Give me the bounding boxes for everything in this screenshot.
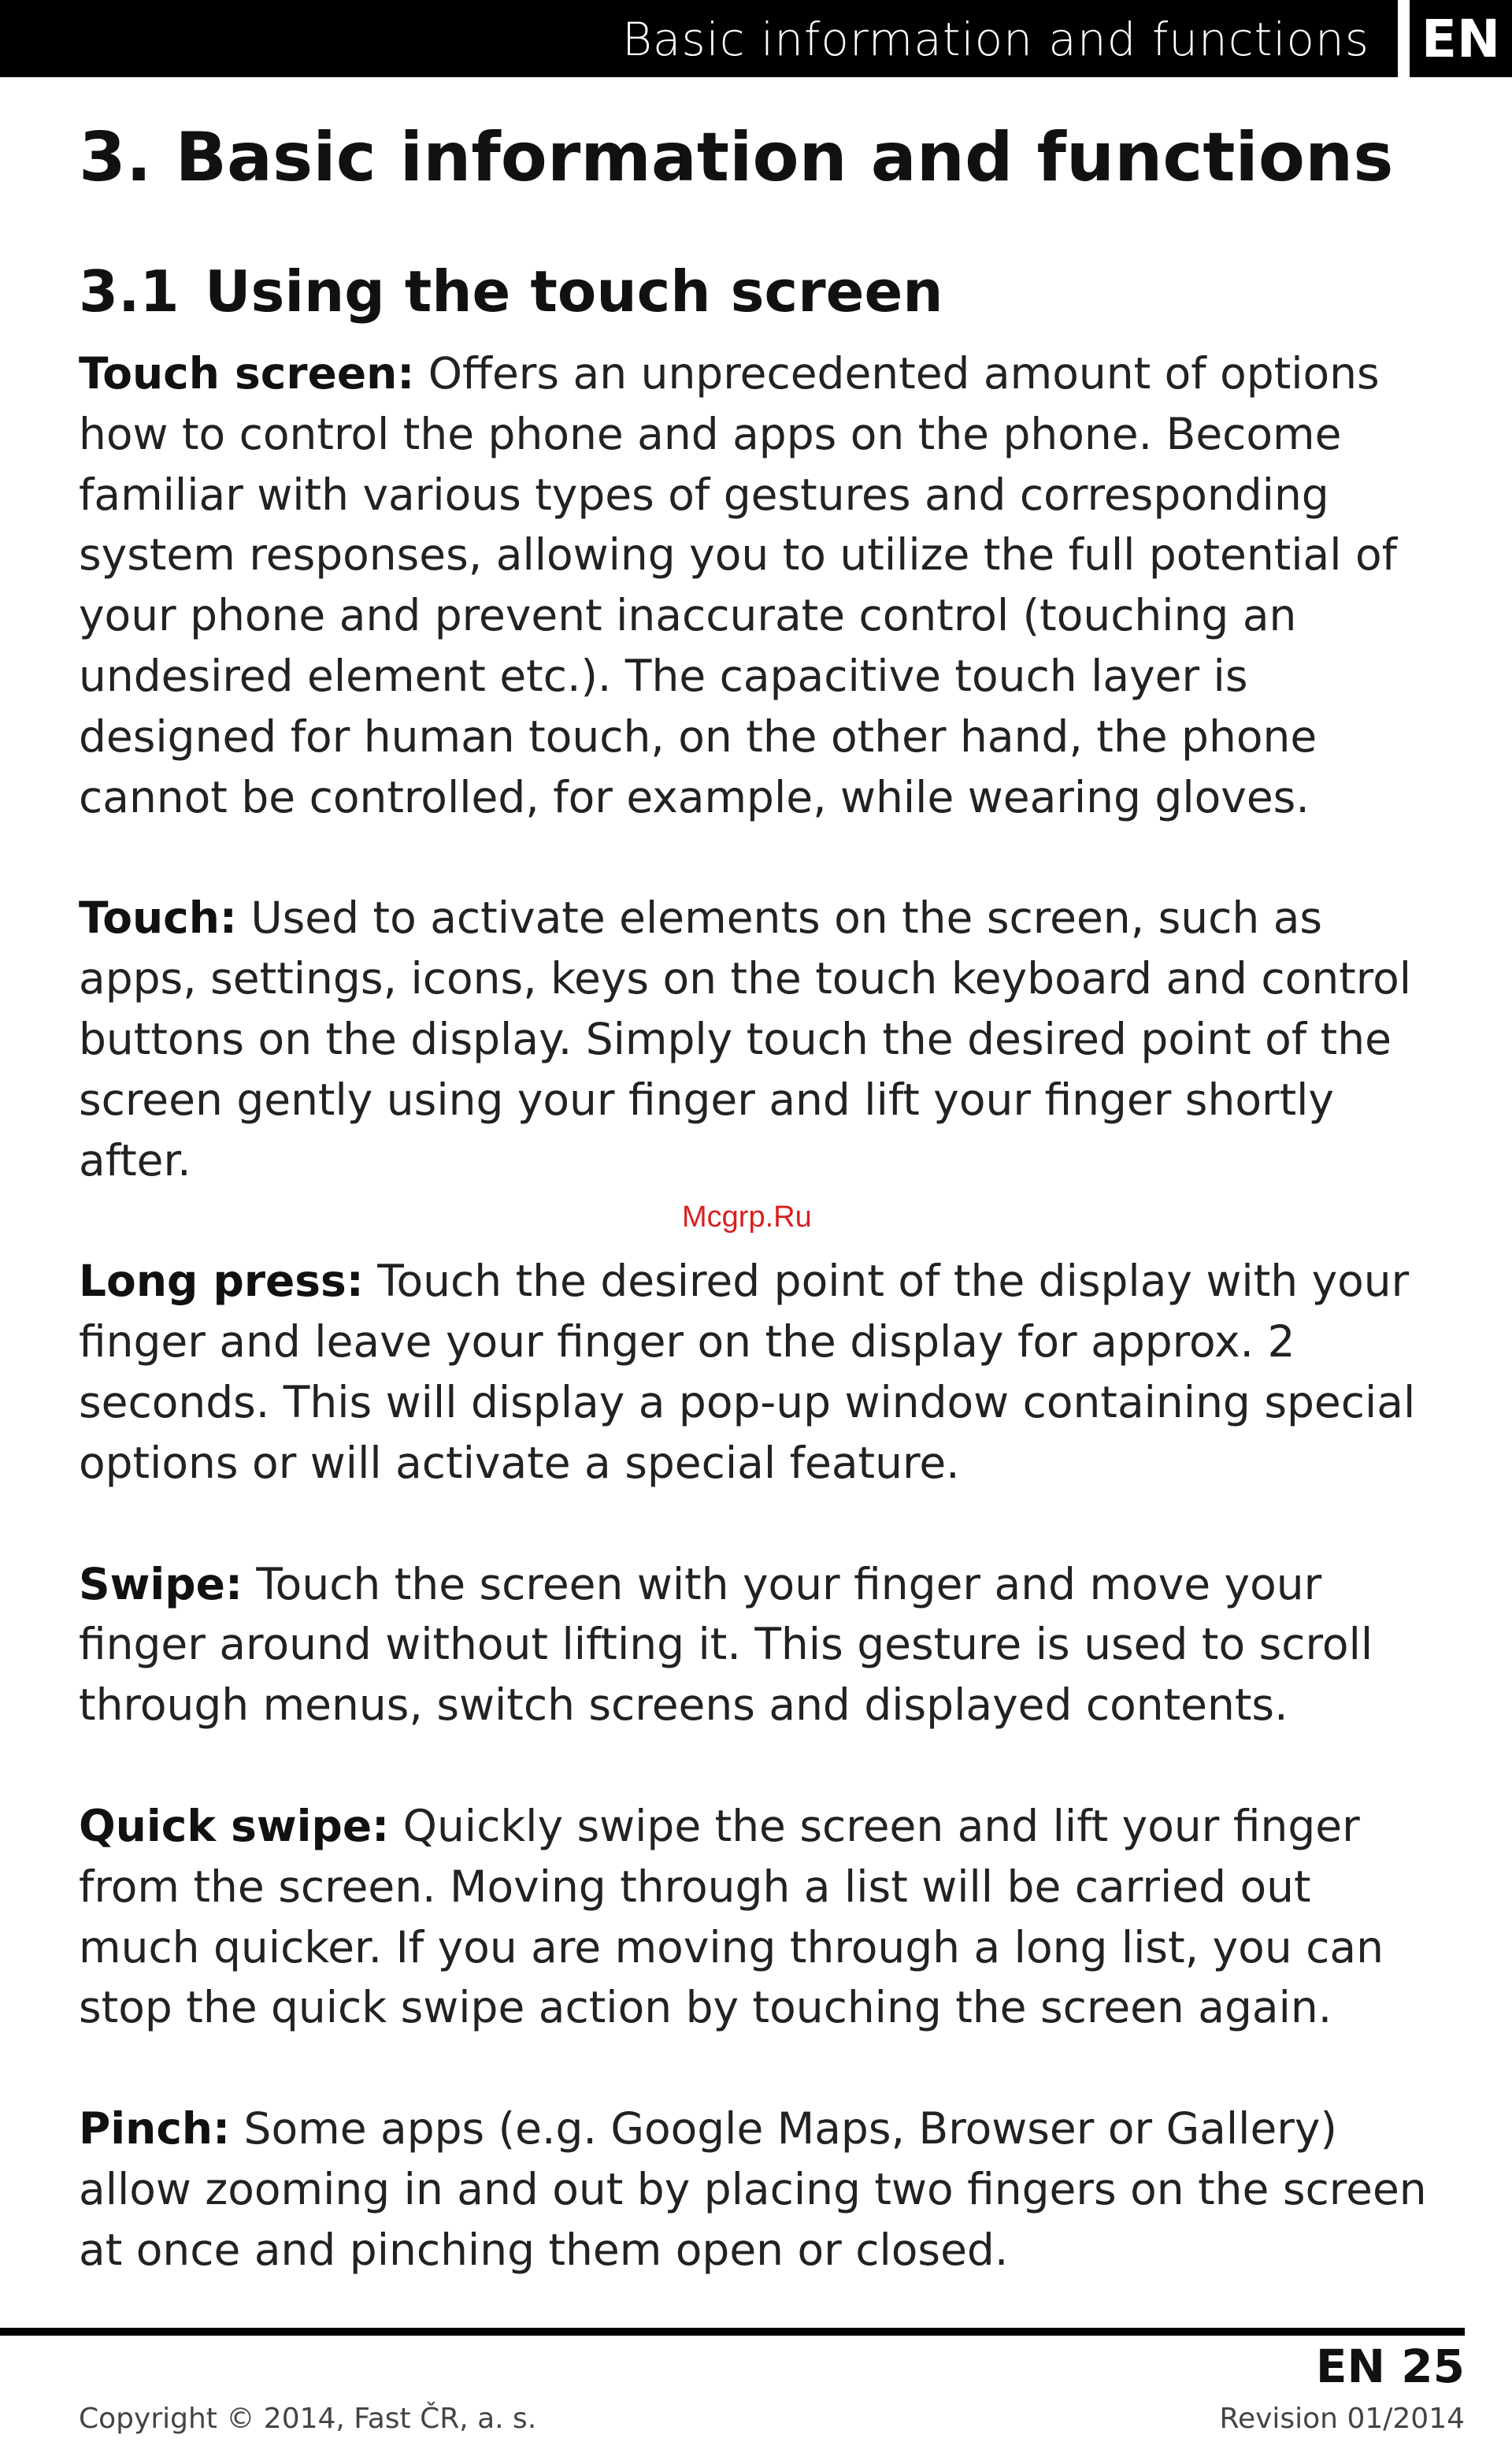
revision-text: Revision 01/2014: [1219, 2403, 1465, 2435]
paragraph-swipe: [79, 1554, 1433, 1735]
header-bar: [0, 0, 1398, 77]
definition-touch: Used to activate elements on the screen, such as apps, settings, icons, keys on the touch keyboard and control buttons on the display. Simply touch the desired point of the screen gently using your finger and lift your finger shortly after.: [79, 893, 1412, 1186]
section-heading: [79, 252, 943, 331]
copyright-text: Copyright © 2014, Fast ČR, a. s.: [79, 2403, 537, 2435]
section-number: 3.1: [79, 258, 180, 325]
definition-swipe: Touch the screen with your finger and move your finger around without lifting it. This gesture is used to scroll through menus, switch screens and displayed contents.: [79, 1558, 1373, 1731]
footer-rule: [0, 2328, 1465, 2336]
term-long-press: Long press:: [79, 1256, 364, 1307]
content-body: [79, 343, 1433, 2341]
term-pinch: Pinch:: [79, 2103, 231, 2154]
language-badge: EN: [1410, 0, 1512, 77]
paragraph-quick-swipe: [79, 1796, 1433, 2038]
page-number: EN 25: [1315, 2340, 1465, 2393]
page-title: 3. Basic information and functions: [79, 118, 1394, 197]
paragraph-long-press: [79, 1251, 1433, 1493]
definition-touch-screen: Offers an unprecedented amount of options how to control the phone and apps on the phone. Become familiar with various types of gestures and corresponding system responses, allowing you to utilize the full potential of your phone and prevent inaccurate control (touching an undesired element etc.). The capacitive touch layer is designed for human touch, on the other hand, the phone cannot be controlled, for example, while wearing gloves.: [79, 348, 1398, 822]
term-quick-swipe: Quick swipe:: [79, 1800, 390, 1851]
header-title: Basic information and functions: [621, 13, 1369, 66]
section-title: Using the touch screen: [205, 258, 943, 325]
term-touch-screen: Touch screen:: [79, 348, 415, 399]
paragraph-pinch: [79, 2099, 1433, 2280]
paragraph-touch: [79, 888, 1433, 1190]
definition-long-press: Touch the desired point of the display with your finger and leave your finger on the display for approx. 2 seconds. This will display a pop-up window containing special options or will activate a special feature.: [79, 1256, 1416, 1488]
definition-quick-swipe: Quickly swipe the screen and lift your finger from the screen. Moving through a list will be carried out much quicker. If you are moving through a long list, you can stop the quick swipe action by touching the screen again.: [79, 1800, 1384, 2033]
paragraph-touch-screen: [79, 343, 1433, 827]
watermark: Mcgrp.Ru: [682, 1201, 812, 1234]
definition-pinch: Some apps (e.g. Google Maps, Browser or Gallery) allow zooming in and out by placing two fingers on the screen at once and pinching them open or closed.: [79, 2103, 1427, 2275]
term-touch: Touch:: [79, 893, 237, 944]
term-swipe: Swipe:: [79, 1558, 243, 1609]
